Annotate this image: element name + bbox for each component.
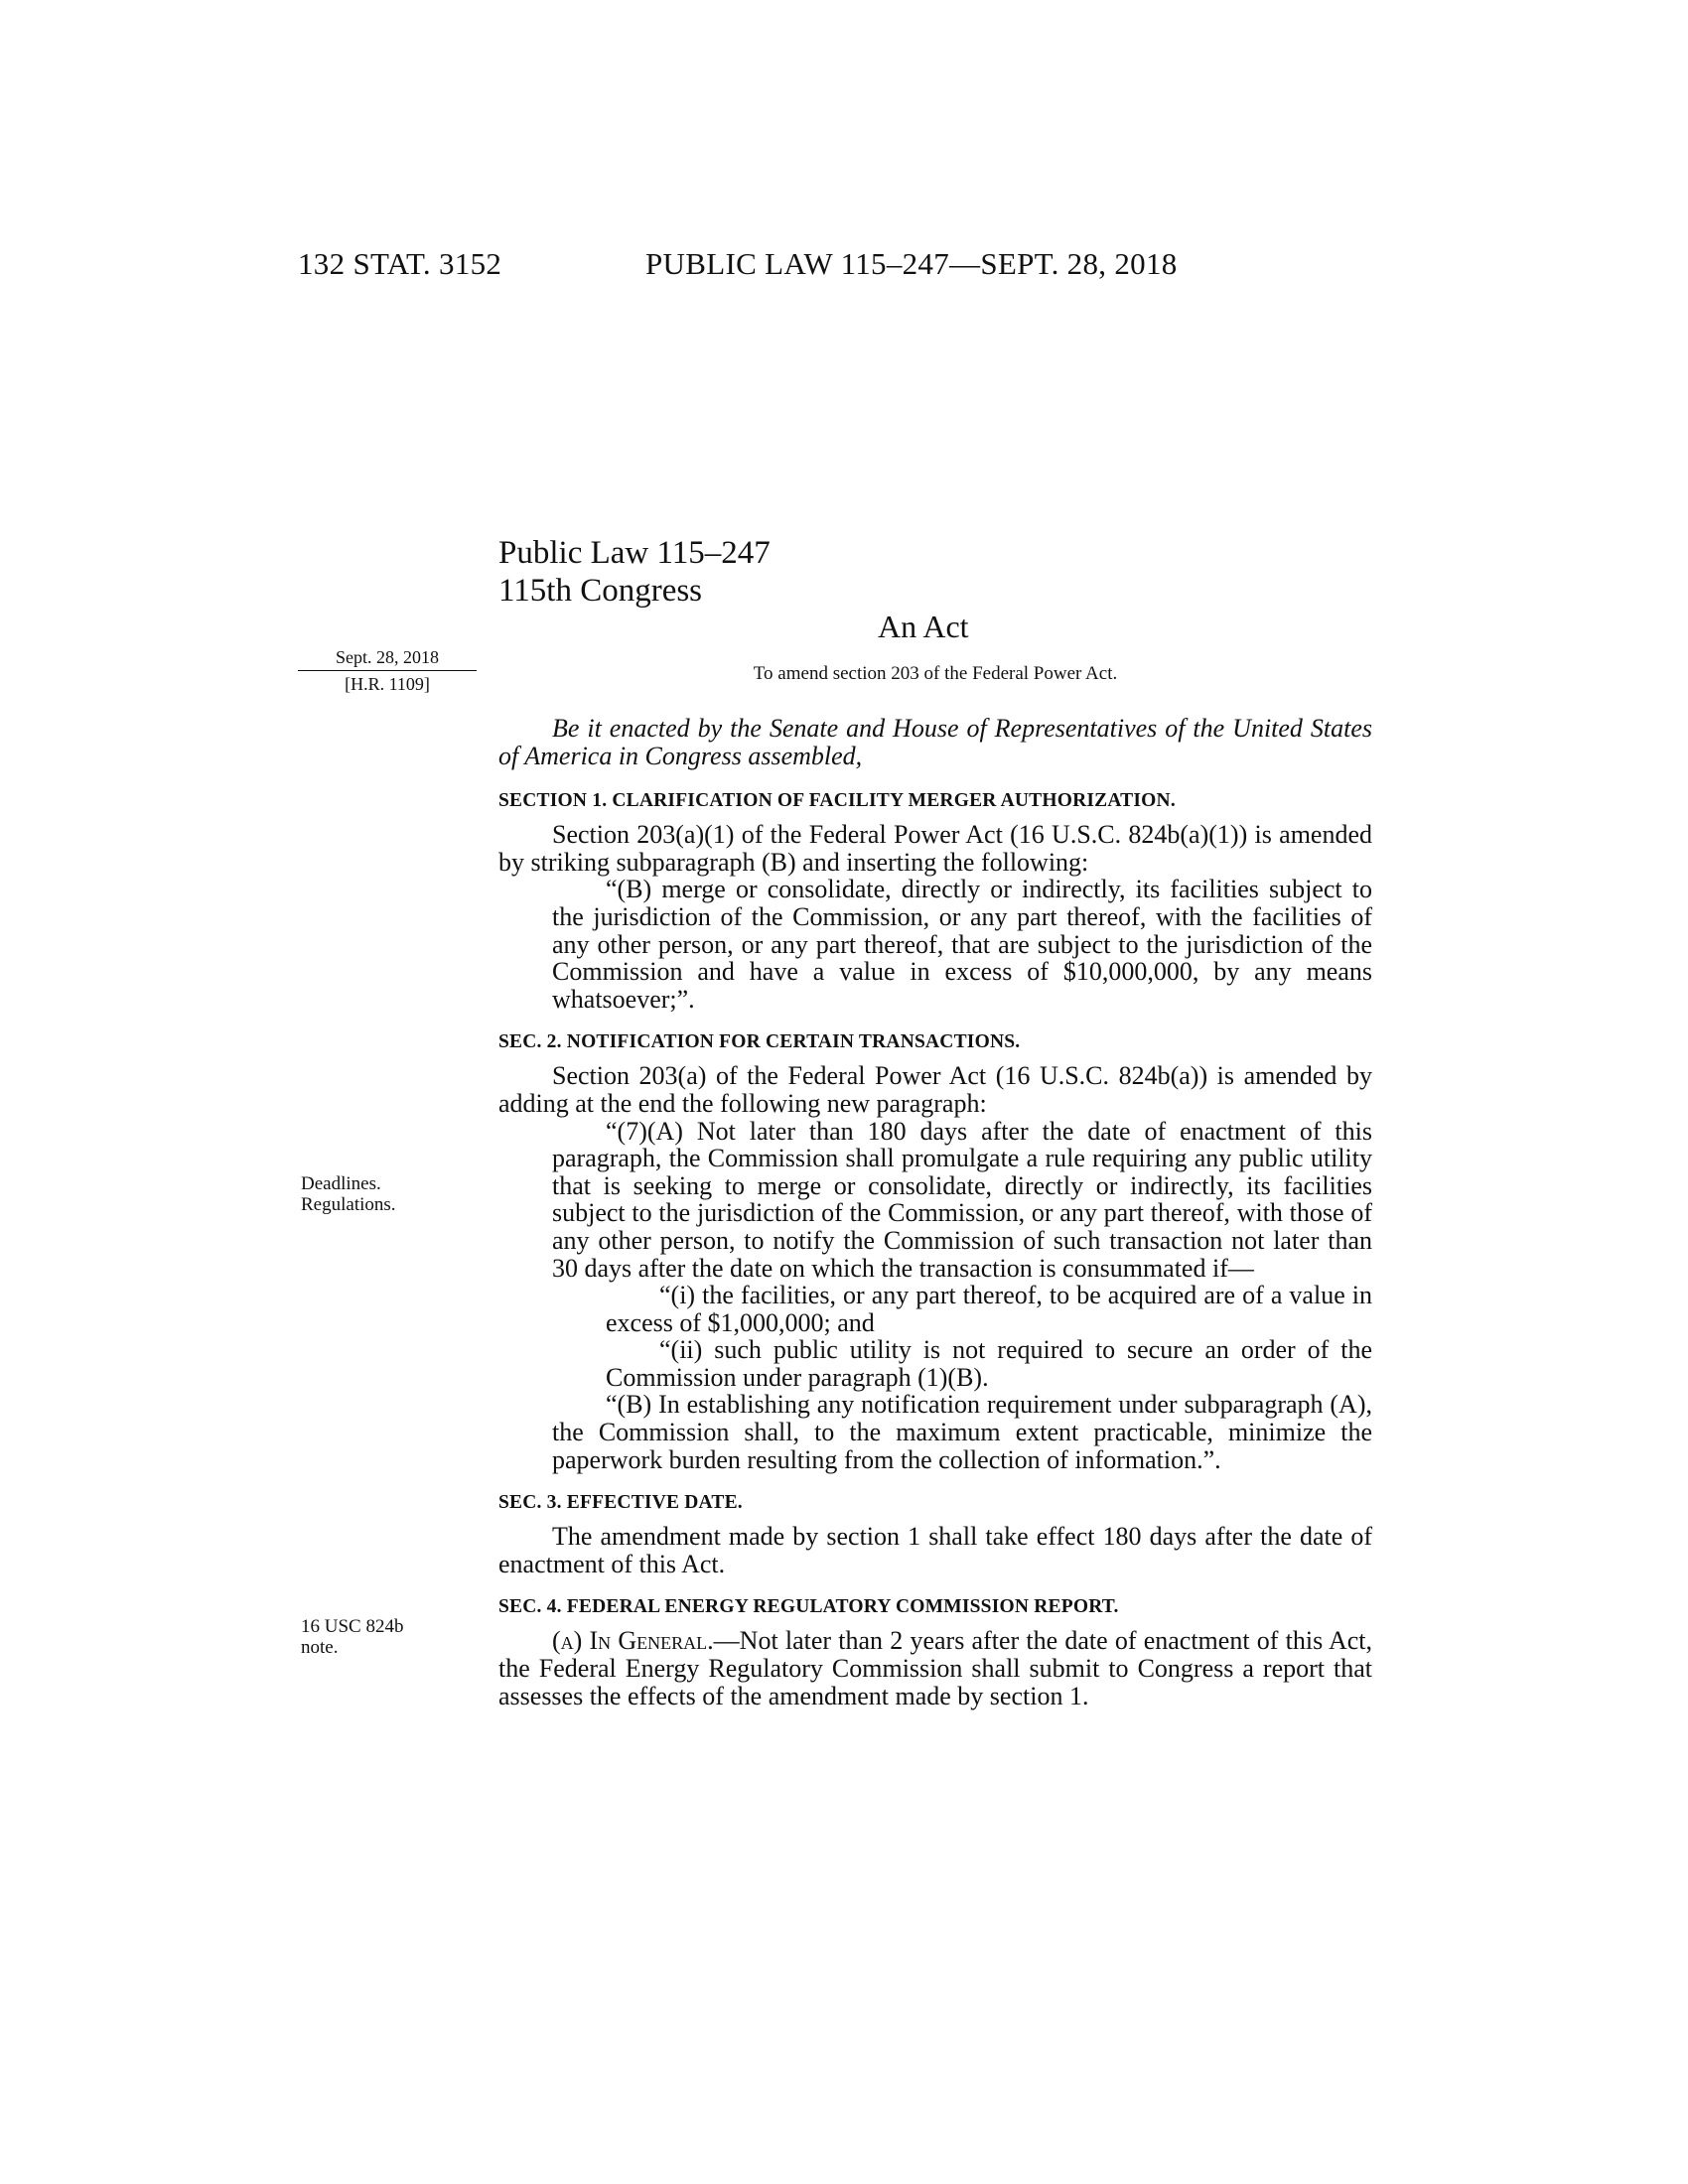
an-act-heading: An Act <box>878 609 969 644</box>
act-purpose: To amend section 203 of the Federal Power Act. <box>753 663 1118 684</box>
margin-note-line: Regulations. <box>301 1194 396 1215</box>
act-body <box>498 715 1372 1709</box>
section-2-paragraph-7a: “(7)(A) Not later than 180 days after the date of enactment of this paragraph, the Commission shall promulgate a rule requiring any public utility that is seeking to merge or consolidate, directly or indirectly, its facilities subject to the jurisdiction of the Commission, or any part thereof, with those of any other person, to notify the Commission of such transaction not later than 30 days after the date on which the transaction is consummated if— <box>552 1116 1372 1283</box>
margin-note-line: 16 USC 824b <box>301 1616 404 1637</box>
running-header: PUBLIC LAW 115–247—SEPT. 28, 2018 <box>645 246 1178 281</box>
margin-note-line: Deadlines. <box>301 1173 381 1194</box>
section-2-clause-ii: “(ii) such public utility is not required to secure an order of the Commission under paragraph (1)(B). <box>606 1335 1372 1392</box>
enacting-clause: Be it enacted by the Senate and House of Representatives of the United States of America in Congress assembled, <box>498 714 1372 770</box>
margin-note-usc <box>301 1616 403 1658</box>
section-2-clause-i: “(i) the facilities, or any part thereof, to be acquired are of a value in excess of $1,000,000; and <box>606 1281 1372 1337</box>
bill-number: [H.R. 1109] <box>345 674 430 694</box>
congress-number: 115th Congress <box>498 573 703 609</box>
section-3-heading: SEC. 3. EFFECTIVE DATE. <box>498 1492 743 1514</box>
law-title <box>498 534 771 610</box>
margin-note-line: note. <box>301 1637 339 1658</box>
section-1-quoted-text: “(B) merge or consolidate, directly or indirectly, its facilities subject to the jurisdiction of the Commission, or any part thereof, with the facilities of any other person, or any part thereof, that are subject to the jurisdiction of the Commission and have a value in excess of $10,000,000, by any means whatsoever;”. <box>552 875 1372 1014</box>
section-4-heading: SEC. 4. FEDERAL ENERGY REGULATORY COMMISSION REPORT. <box>498 1596 1119 1618</box>
section-2-text: Section 203(a) of the Federal Power Act (16 U.S.C. 824b(a)) is amended by adding at the end the following new paragraph: <box>498 1061 1372 1118</box>
margin-date-box <box>298 647 477 695</box>
section-1-heading: SECTION 1. CLARIFICATION OF FACILITY MERGER AUTHORIZATION. <box>498 790 1176 812</box>
section-2-heading: SEC. 2. NOTIFICATION FOR CERTAIN TRANSACTIONS. <box>498 1031 1021 1053</box>
section-4-subsection-a <box>498 1627 1372 1709</box>
public-law-number: Public Law 115–247 <box>498 535 771 571</box>
subsection-heading: (a) In General. <box>552 1626 714 1656</box>
subsection-text: —Not later than 2 years after the date of enactment of this Act, the Federal Energy Regulatory Commission shall submit to Congress a report that assesses the effects of the amendment made by section 1. <box>498 1626 1373 1710</box>
section-3-text: The amendment made by section 1 shall take effect 180 days after the date of enactment of this Act. <box>498 1522 1372 1578</box>
page-stat-citation: 132 STAT. 3152 <box>298 246 502 281</box>
section-2-paragraph-b: “(B) In establishing any notification requirement under subparagraph (A), the Commission shall, to the maximum extent practicable, minimize the paperwork burden resulting from the collection of information.”. <box>552 1390 1372 1474</box>
margin-note-deadlines <box>301 1173 396 1215</box>
enactment-date: Sept. 28, 2018 <box>298 647 477 671</box>
section-1-text: Section 203(a)(1) of the Federal Power Act (16 U.S.C. 824b(a)(1)) is amended by striking subparagraph (B) and inserting the following: <box>498 820 1372 877</box>
